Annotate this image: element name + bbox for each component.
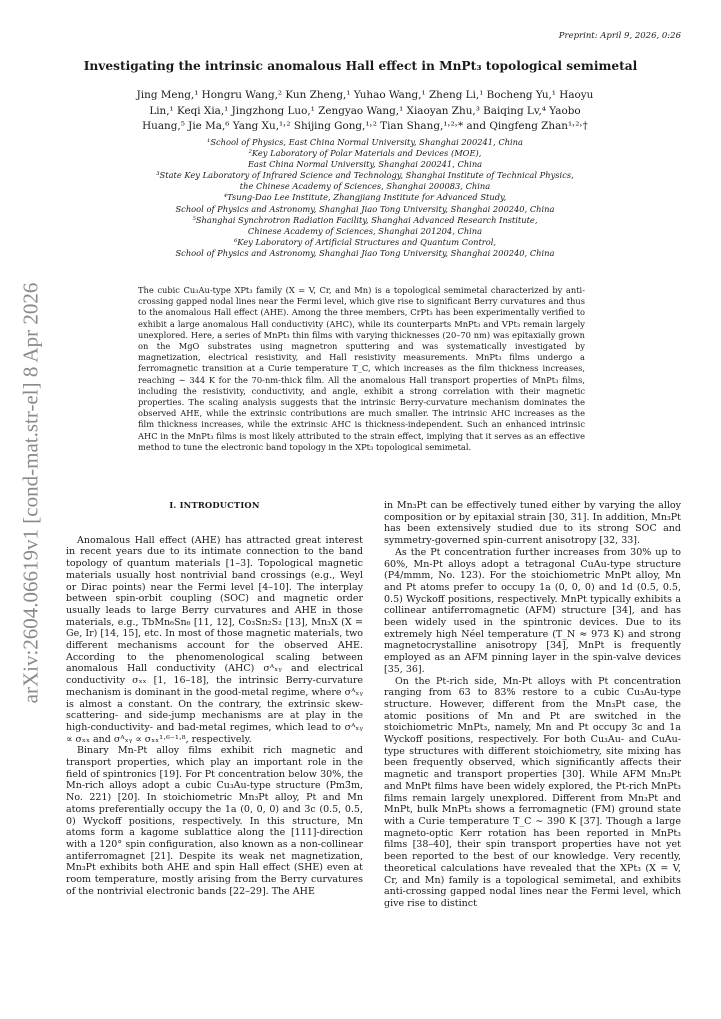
body-paragraph: in Mn₃Pt can be effectively tuned either by varying the alloy composition or by epitaxial strain [30, 31]. In addition, Mn₃Pt has been extensively studied due to its strong SOC and symmetry-governed spin-current anisotropy [32, 33]. [384,500,681,547]
affiliation-line: East China Normal University, Shanghai 200241, China [247,159,483,170]
body-paragraph: On the Pt-rich side, Mn-Pt alloys with Pt concentration ranging from 63 to 83% restore to a cubic Cu₃Au-type structure. However, different from the Mn₃Pt case, the atomic positions of Mn and Pt are switched in the stoichiometric MnPt₃, namely, Mn and Pt occupy 3c and 1a Wyckoff positions, respectively. For both Cu₃Au- and CuAu-type structures with different stoichiometry, site mixing has been frequently observed, which significantly affects their magnetic and transport properties [30]. While AFM Mn₃Pt and MnPt films have been widely explored, the Pt-rich MnPt₃ films remain largely unexplored. Different from Mn₃Pt and MnPt, bulk MnPt₃ shows a ferromagnetic (FM) ground state with a Curie temperature T_C ∼ 390 K [37]. Though a large magneto-optic Kerr rotation has been reported in MnPt₃ films [38–40], their spin transport properties have not yet been reported to the best of our knowledge. Very recently, theoretical calculations have revealed that the XPt₃ (X = V, Cr, and Mn) family is a topological semimetal, and exhibits anti-crossing gapped nodal lines near the Fermi level, which give rise to distinct [384,675,681,909]
affiliation-line: ⁴Tsung-Dao Lee Institute, Zhangjiang Institute for Advanced Study, [223,192,507,203]
affiliation-line: ⁶Key Laboratory of Artificial Structures and Quantum Control, [233,236,497,247]
right-column [384,500,681,910]
author-line: Huang,⁵ Jie Ma,⁶ Yang Xu,¹˒² Shijing Gong,¹˒² Tian Shang,¹˒²˒* and Qingfeng Zhan¹˒²˒† [142,120,588,133]
section-heading: I. INTRODUCTION [169,500,260,510]
author-line: Jing Meng,¹ Hongru Wang,² Kun Zheng,¹ Yuhao Wang,¹ Zheng Li,¹ Bocheng Yu,¹ Haoyu [136,89,594,101]
affiliation-line: School of Physics and Astronomy, Shanghai Jiao Tong University, Shanghai 200240, China [175,247,555,258]
affiliation-list [110,137,620,259]
abstract: The cubic Cu₃Au-type XPt₃ family (X = V, Cr, and Mn) is a topological semimetal characterized by anti-crossing gapped nodal lines near the Fermi level, which give rise to significant Berry curvatures and thus to the anomalous Hall effect (AHE). Among the three members, CrPt₃ has been experimentally verified to exhibit a large anomalous Hall conductivity (AHC), while its counterparts MnPt₃ and VPt₃ remain largely unexplored. Here, a series of MnPt₃ thin films with varying thicknesses (20–70 nm) was epitaxially grown on the MgO substrates using magnetron sputtering and was systematically investigated by magnetization, electrical resistivity, and Hall resistivity measurements. MnPt₃ films undergo a ferromagnetic transition at a Curie temperature T_C, which increases as the film thickness increases, reaching ∼ 344 K for the 70-nm-thick film. All the anomalous Hall transport properties of MnPt₃ films, including the resistivity, conductivity, and angle, exhibit a strong correlation with their magnetic properties. The scaling analysis suggests that the intrinsic Berry-curvature mechanism dominates the observed AHE, while the extrinsic contributions are much smaller. The intrinsic AHC increases as the film thickness increases, while the extrinsic AHC is thickness-independent. Such an enhanced intrinsic AHC in the MnPt₃ films is most likely attributed to the strain effect, implying that it serves as an effective method to tune the electronic band topology in the XPt₃ topological semimetal. [138,285,585,452]
body-paragraph: Binary Mn-Pt alloy films exhibit rich magnetic and transport properties, which play an important role in the field of spintronics [19]. For Pt concentration below 30%, the Mn-rich alloys adopt a cubic Cu₃Au-type structure (Pm3̄m, No. 221) [20]. In stoichiometric Mn₃Pt alloy, Pt and Mn atoms preferentially occupy the 1a (0, 0, 0) and 3c (0.5, 0.5, 0) Wyckoff positions, respectively. In this structure, Mn atoms form a kagome sublattice along the [111]-direction with a 120° spin configuration, also known as a non-collinear antiferromagnet [21]. Despite its weak net magnetization, Mn₃Pt exhibits both AHE and spin Hall effect (SHE) even at room temperature, mostly arising from the Berry curvatures of the nontrivial electronic bands [22–29]. The AHE [66,745,363,897]
body-paragraph: Anomalous Hall effect (AHE) has attracted great interest in recent years due to its intimate connection to the band topology of quantum materials [1–3]. Topological magnetic materials usually host nontrivial band crossings (e.g., Weyl or Dirac points) near the Fermi level [4–10]. The interplay between spin-orbit coupling (SOC) and magnetic order usually leads to large Berry curvatures and AHE in those materials, e.g., TbMn₆Sn₆ [11, 12], Co₃Sn₂S₂ [13], Mn₃X (X = Ge, Ir) [14, 15], etc. In most of those magnetic materials, two different mechanisms account for the observed AHE. According to the phenomenological scaling between anomalous Hall conductivity (AHC) σᴬₓᵧ and electrical conductivity σₓₓ [1, 16–18], the intrinsic Berry-curvature mechanism is dominant in the good-metal regime, where σᴬₓᵧ is almost a constant. On the contrary, the extrinsic skew-scattering- and side-jump mechanisms are at play in the high-conductivity- and bad-metal regimes, which lead to σᴬₓᵧ ∝ σₓₓ and σᴬₓᵧ ∝ σₓₓ¹·⁶⁻¹·⁸, respectively. [66,534,363,745]
affiliation-line: ¹School of Physics, East China Normal University, Shanghai 200241, China [207,137,523,147]
preprint-date: Preprint: April 9, 2026, 0:26 [558,31,681,41]
arxiv-identifier[interactable]: arXiv:2604.06619v1 [cond-mat.str-el] 8 Apr 2026 [18,282,43,704]
left-column [66,500,363,898]
affiliation-line: ²Key Laboratory of Polar Materials and Devices (MOE), [248,148,482,159]
paper-title: Investigating the intrinsic anomalous Hall effect in MnPt₃ topological semimetal [83,59,638,73]
affiliation-line: the Chinese Academy of Sciences, Shanghai 200083, China [239,181,491,192]
author-list [110,88,620,135]
arxiv-sidebar [16,258,46,728]
affiliation-line: Chinese Academy of Sciences, Shanghai 201204, China [247,225,483,236]
affiliation-line: ³State Key Laboratory of Infrared Science and Technology, Shanghai Institute of Technical Physics, [156,170,574,181]
affiliation-line: ⁵Shanghai Synchrotron Radiation Facility, Shanghai Advanced Research Institute, [192,214,538,225]
affiliation-line: School of Physics and Astronomy, Shanghai Jiao Tong University, Shanghai 200240, China [175,203,555,214]
body-paragraph: As the Pt concentration further increases from 30% up to 60%, Mn-Pt alloys adopt a tetragonal CuAu-type structure (P4/mmm, No. 123). For the stoichiometric MnPt alloy, Mn and Pt atoms prefer to occupy 1a (0, 0, 0) and 1d (0.5, 0.5, 0.5) Wyckoff positions, respectively. MnPt typically exhibits a collinear antiferromagnetic (AFM) structure [34], and has been widely used in the spintronic devices. Due to its extremely high Néel temperature (T_N ≈ 973 K) and strong magnetocrystalline anisotropy [34], MnPt is frequently employed as an AFM pinning layer in the spin-valve devices [35, 36]. [384,546,681,675]
author-line: Lin,¹ Keqi Xia,¹ Jingzhong Luo,¹ Zengyao Wang,¹ Xiaoyan Zhu,³ Baiqing Lv,⁴ Yaobo [149,104,581,117]
